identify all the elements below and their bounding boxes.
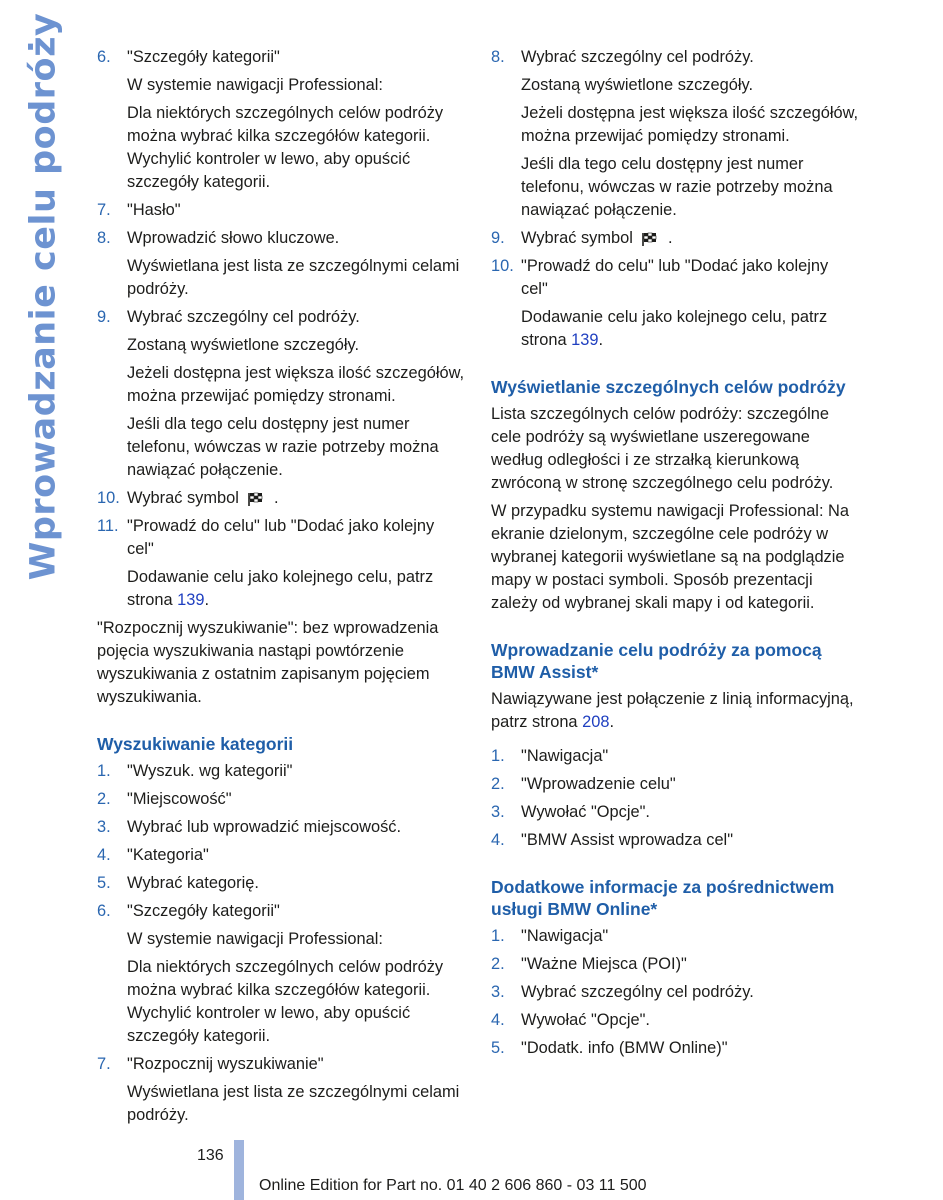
item-text-pre: Wybrać symbol (521, 229, 633, 247)
item-text: "Nawigacja" (521, 747, 609, 765)
left-column (97, 46, 465, 1132)
item-number: 6. (97, 902, 111, 920)
destination-flag-icon (641, 231, 659, 247)
edition-footer: Online Edition for Part no. 01 40 2 606 860 - 03 11 500 (259, 1177, 647, 1194)
paragraph: "Rozpocznij wyszukiwanie": bez wprowadzenia pojęcia wyszukiwania nastąpi powtórzenie wyszukiwania z ostatnim zapisanym pojęciem wyszukiwania. (97, 619, 439, 706)
item-number: 8. (491, 48, 505, 66)
item-text: "Szczegóły kategorii" (127, 902, 280, 920)
list-item (97, 844, 465, 867)
paragraph-text-end: . (609, 713, 615, 731)
list-item (97, 816, 465, 839)
item-number: 9. (491, 229, 505, 247)
item-text: Wybrać kategorię. (127, 874, 259, 892)
item-number: 3. (491, 983, 505, 1001)
item-text-post: . (668, 229, 673, 247)
item-detail: Jeżeli dostępna jest większa ilość szczegółów, można przewijać pomiędzy stronami. (521, 104, 859, 145)
item-text: "Ważne Miejsca (POI)" (521, 955, 687, 973)
item-number: 9. (97, 308, 111, 326)
list-item (491, 1009, 859, 1032)
item-number: 2. (491, 955, 505, 973)
item-number: 5. (97, 874, 111, 892)
list-item (491, 1037, 859, 1060)
list-item (491, 829, 859, 852)
item-detail: Dla niektórych szczególnych celów podróży można wybrać kilka szczegółów kategorii. Wychylić kontroler w lewo, aby opuścić szczegóły kategorii. (127, 104, 444, 191)
page-number: 136 (197, 1147, 224, 1164)
item-number: 4. (97, 846, 111, 864)
detail-text-end: . (598, 331, 604, 349)
item-number: 1. (491, 747, 505, 765)
item-detail: Wyświetlana jest lista ze szczególnymi celami podróży. (127, 257, 460, 298)
item-detail: Jeśli dla tego celu dostępny jest numer telefonu, wówczas w razie potrzeby można nawiązać połączenie. (127, 415, 439, 479)
item-text: Wybrać szczególny cel podróży. (521, 48, 754, 66)
list-item (97, 760, 465, 783)
destination-flag-icon (247, 491, 265, 507)
paragraph-text: Nawiązywane jest połączenie z linią informacyjną, patrz strona (491, 690, 854, 731)
item-text: "Wyszuk. wg kategorii" (127, 762, 293, 780)
page-link[interactable]: 208 (582, 713, 610, 731)
item-text: Wybrać lub wprowadzić miejscowość. (127, 818, 402, 836)
item-number: 7. (97, 201, 111, 219)
item-detail (127, 566, 465, 612)
list-item (491, 46, 859, 69)
section-heading: Dodatkowe informacje za pośrednictwem usługi BMW Online* (491, 877, 835, 919)
paragraph: Lista szczególnych celów podróży: szczególne cele podróży są wyświetlane uszeregowane według odległości i ze strzałką kierunkową zwróconą w stronę szczególnego celu podróży. (491, 405, 834, 492)
item-detail (521, 306, 859, 352)
section-heading: Wyświetlanie szczególnych celów podróży (491, 377, 846, 397)
item-text: "Prowadź do celu" lub "Dodać jako kolejny cel" (127, 517, 435, 558)
item-detail: Dla niektórych szczególnych celów podróży można wybrać kilka szczegółów kategorii. Wychylić kontroler w lewo, aby opuścić szczegóły kategorii. (127, 958, 444, 1045)
item-detail: Jeżeli dostępna jest większa ilość szczegółów, można przewijać pomiędzy stronami. (127, 364, 465, 405)
footer-divider-bar (234, 1140, 244, 1200)
item-text: "Dodatk. info (BMW Online)" (521, 1039, 728, 1057)
list-item (97, 515, 465, 561)
list-item (491, 773, 859, 796)
detail-text: Dodawanie celu jako kolejnego celu, patrz strona (521, 308, 828, 349)
item-text: Wybrać szczególny cel podróży. (521, 983, 754, 1001)
item-text: Wprowadzić słowo kluczowe. (127, 229, 340, 247)
item-number: 1. (97, 762, 111, 780)
side-title-text: Wprowadzanie celu podróży (23, 12, 64, 580)
item-detail: Jeśli dla tego celu dostępny jest numer telefonu, wówczas w razie potrzeby można nawiązać połączenie. (521, 155, 833, 219)
item-text: "Prowadź do celu" lub "Dodać jako kolejny cel" (521, 257, 829, 298)
list-item (97, 900, 465, 923)
item-number: 2. (97, 790, 111, 808)
item-number: 2. (491, 775, 505, 793)
item-text: "Nawigacja" (521, 927, 609, 945)
item-text (521, 227, 859, 250)
list-item (97, 227, 465, 250)
item-detail: Wyświetlana jest lista ze szczególnymi celami podróży. (127, 1083, 460, 1124)
item-text: "Kategoria" (127, 846, 209, 864)
list-item (97, 788, 465, 811)
section-heading: Wyszukiwanie kategorii (97, 734, 294, 754)
list-item (97, 306, 465, 329)
item-number: 8. (97, 229, 111, 247)
detail-text-end: . (204, 591, 210, 609)
paragraph (491, 688, 859, 734)
item-detail: W systemie nawigacji Professional: (127, 76, 383, 94)
item-number: 10. (97, 489, 120, 507)
right-column (491, 46, 859, 1065)
paragraph: W przypadku systemu nawigacji Professional: Na ekranie dzielonym, szczególne cele podróży w wybranej kategorii wyświetlane są na podglądzie mapy w postaci symboli. Sposób prezentacji zależy od wybranej skali mapy i od kategorii. (491, 502, 850, 612)
item-text-pre: Wybrać symbol (127, 489, 239, 507)
item-text (127, 487, 465, 510)
list-item (97, 487, 465, 510)
item-number: 3. (97, 818, 111, 836)
item-number: 5. (491, 1039, 505, 1057)
list-item (491, 255, 859, 301)
item-number: 11. (97, 517, 119, 535)
item-detail: Zostaną wyświetlone szczegóły. (521, 76, 753, 94)
item-number: 3. (491, 803, 505, 821)
page-link[interactable]: 139 (571, 331, 599, 349)
list-item (491, 745, 859, 768)
list-item (491, 981, 859, 1004)
item-detail: Zostaną wyświetlone szczegóły. (127, 336, 359, 354)
list-item (97, 199, 465, 222)
detail-text: Dodawanie celu jako kolejnego celu, patrz strona (127, 568, 434, 609)
list-item (491, 953, 859, 976)
item-number: 10. (491, 257, 514, 275)
list-item (491, 801, 859, 824)
section-heading: Wprowadzanie celu podróży za pomocą BMW Assist* (491, 640, 822, 682)
list-item (491, 227, 859, 250)
item-text: "Wprowadzenie celu" (521, 775, 676, 793)
item-detail: W systemie nawigacji Professional: (127, 930, 383, 948)
list-item (491, 925, 859, 948)
list-item (97, 46, 465, 69)
item-number: 4. (491, 1011, 505, 1029)
list-item (97, 1053, 465, 1076)
item-number: 6. (97, 48, 111, 66)
item-text: "BMW Assist wprowadza cel" (521, 831, 734, 849)
item-number: 4. (491, 831, 505, 849)
item-text: Wybrać szczególny cel podróży. (127, 308, 360, 326)
item-text: "Szczegóły kategorii" (127, 48, 280, 66)
page-link[interactable]: 139 (177, 591, 205, 609)
section-side-title (22, 12, 66, 580)
item-text: "Hasło" (127, 201, 181, 219)
item-number: 1. (491, 927, 505, 945)
item-text: "Rozpocznij wyszukiwanie" (127, 1055, 324, 1073)
item-text-post: . (274, 489, 279, 507)
item-text: Wywołać "Opcje". (521, 803, 650, 821)
item-number: 7. (97, 1055, 111, 1073)
item-text: Wywołać "Opcje". (521, 1011, 650, 1029)
item-text: "Miejscowość" (127, 790, 232, 808)
list-item (97, 872, 465, 895)
